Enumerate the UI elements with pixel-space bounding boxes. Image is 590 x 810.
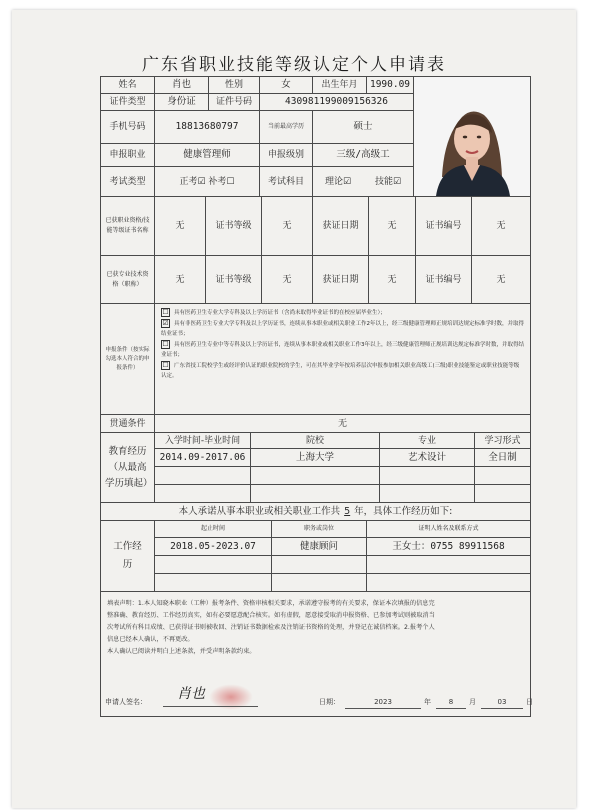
edu-row1-school: 上海大学: [250, 448, 380, 467]
edu-row2-mode: [474, 466, 531, 485]
gender-label: 性别: [208, 76, 260, 94]
work-row2-position: [271, 555, 367, 574]
through-label: 贯通条件: [100, 414, 155, 433]
condition-checkbox[interactable]: ☐: [162, 340, 169, 348]
work-row1-reference: 王女士：0755 89911568: [366, 537, 531, 556]
occupation-label: 申报职业: [100, 143, 155, 167]
dob-label: 出生年月: [312, 76, 367, 94]
edu-header-time: 入学时间-毕业时间: [154, 432, 251, 449]
subject-theory: 理论☑: [324, 176, 352, 187]
certificate-date-value: 无: [368, 196, 416, 256]
name-value: 肖也: [154, 76, 209, 94]
condition-item: ☑ 具有非医药卫生专业大学专科及以上学历证书，连续从事本职业或相关职业工作2年以上，经三级健康管理师正规培训达规定标准学时数，并取得结业证书；: [161, 319, 525, 337]
work-header-time: 起止时间: [154, 520, 272, 538]
signature-underline: [163, 706, 258, 707]
edu-row2-school: [250, 466, 380, 485]
declaration-line: 填表声明：1.本人知晓本职业（工种）报考条件、资格审核相关要求，承诺遵守报考的有关要求，保证本次填报的信息完: [107, 600, 435, 607]
edu-row2-major: [379, 466, 475, 485]
signature-label: 申请人签名：: [105, 698, 147, 706]
work-header-position: 职务或岗位: [271, 520, 367, 538]
occupation-value: 健康管理师: [154, 143, 260, 167]
condition-checkbox[interactable]: ☐: [162, 308, 169, 316]
declaration: [100, 591, 531, 717]
title-cert-value: 无: [154, 255, 206, 304]
certificate-label: 已获职业资格/技能等级证书名称: [100, 196, 155, 256]
title-cert-label: 已获专业技术资格（职称）: [100, 255, 155, 304]
exam-type-label: 考试类型: [100, 166, 155, 197]
work-row1-position: 健康顾问: [271, 537, 367, 556]
edu-header-major: 专业: [379, 432, 475, 449]
certificate-grade-value: 无: [261, 196, 313, 256]
declaration-line: 整准确、教育经历、工作经历真实，如有必要愿意配合核实。如有虚假，愿意接受取消申报资格、已参加考试则被取消当: [107, 612, 435, 619]
condition-checkbox[interactable]: ☑: [162, 319, 169, 327]
work-label: 工作经历: [100, 520, 155, 592]
work-row3-position: [271, 573, 367, 592]
certificate-no-value: 无: [471, 196, 531, 256]
date-month: 8: [436, 696, 466, 709]
title-grade-value: 无: [261, 255, 313, 304]
level-value: 三级/高级工: [312, 143, 414, 167]
dob-value: 1990.09: [366, 76, 414, 94]
phone-value: 18813680797: [154, 110, 260, 144]
date-label: 日期：: [319, 698, 340, 706]
name-label: 姓名: [100, 76, 155, 94]
work-row1-time: 2018.05-2023.07: [154, 537, 272, 556]
edu-row1-time: 2014.09-2017.06: [154, 448, 251, 467]
conditions-label: 申报条件（按实际勾选本人符合的申报条件）: [100, 303, 155, 415]
edu-row3-time: [154, 484, 251, 503]
title-date-value: 无: [368, 255, 416, 304]
title-grade-label: 证书等级: [205, 255, 262, 304]
exam-subject-label: 考试科目: [259, 166, 313, 197]
exam-type-value: 正考☑ 补考☐: [154, 166, 260, 197]
form-title: 广东省职业技能等级认定个人申请表: [142, 55, 446, 75]
certificate-no-label: 证书编号: [415, 196, 472, 256]
edu-row3-mode: [474, 484, 531, 503]
work-row3-reference: [366, 573, 531, 592]
exam-subject-value: [312, 166, 414, 197]
work-header-reference: 证明人姓名及联系方式: [366, 520, 531, 538]
work-years: 5: [344, 505, 351, 517]
edu-header-mode: 学习形式: [474, 432, 531, 449]
condition-item: ☐ 广东省技工院校学生或经评价认证的职业院校的学生，可在其毕业学年按培养层次申报参加相关职业高级工(三级)职业技能鉴定或职业技能等级认定。: [161, 361, 520, 379]
certificate-value: 无: [154, 196, 206, 256]
id-type-value: 身份证: [154, 93, 209, 111]
date-day: 03: [481, 696, 523, 709]
edu-row2-time: [154, 466, 251, 485]
level-label: 申报级别: [259, 143, 313, 167]
certificate-date-label: 获证日期: [312, 196, 369, 256]
through-value: 无: [154, 414, 531, 433]
declaration-line: 本人确认已阅读并明白上述条款，并受声明条款约束。: [107, 648, 256, 655]
education-level-label: 当前最高学历: [259, 110, 313, 144]
id-type-label: 证件类型: [100, 93, 155, 111]
declaration-line: 信息已经本人确认，不再更改。: [107, 636, 194, 643]
education-level-value: 硕士: [312, 110, 414, 144]
applicant-signature: 肖也: [177, 686, 205, 702]
work-row3-time: [154, 573, 272, 592]
work-row2-reference: [366, 555, 531, 574]
date-year: 2023: [345, 696, 421, 709]
id-number-label: 证件号码: [208, 93, 260, 111]
condition-item: ☐ 具有医药卫生专业中等专科及以上学历证书，连续从事本职业或相关职业工作3年以上，经三级健康管理师正规培训达规定标准学时数，并取得结业证书；: [161, 340, 525, 358]
condition-item: ☐ 具有医药卫生专业大学专科及以上学历证书（含尚未取得毕业证书的在校应届毕业生）；: [162, 308, 386, 316]
phone-label: 手机号码: [100, 110, 155, 144]
declaration-line: 次考试所有科目成绩、已获得证书则被收回、注销证书数据检索及注销证书资格的处理，并登记在诚信档案。2.报考个人: [107, 624, 435, 631]
applicant-photo: [413, 76, 531, 197]
work-row2-time: [154, 555, 272, 574]
edu-row1-major: 艺术设计: [379, 448, 475, 467]
edu-row3-major: [379, 484, 475, 503]
subject-skill: 技能☑: [374, 176, 402, 187]
edu-header-school: 院校: [250, 432, 380, 449]
work-commitment: 本人承诺从事本职业或相关职业工作共 5 年，具体工作经历如下:: [100, 502, 531, 521]
day-unit: 日: [526, 698, 533, 706]
title-date-label: 获证日期: [312, 255, 369, 304]
edu-row3-school: [250, 484, 380, 503]
title-no-value: 无: [471, 255, 531, 304]
education-label: 教育经历（从最高学历填起）: [100, 432, 155, 503]
certificate-grade-label: 证书等级: [205, 196, 262, 256]
conditions-list: [154, 303, 531, 415]
title-no-label: 证书编号: [415, 255, 472, 304]
condition-checkbox[interactable]: ☐: [162, 361, 169, 369]
year-unit: 年: [424, 698, 431, 706]
gender-value: 女: [259, 76, 313, 94]
id-number-value: 430981199009156326: [259, 93, 414, 111]
month-unit: 月: [469, 698, 476, 706]
edu-row1-mode: 全日制: [474, 448, 531, 467]
